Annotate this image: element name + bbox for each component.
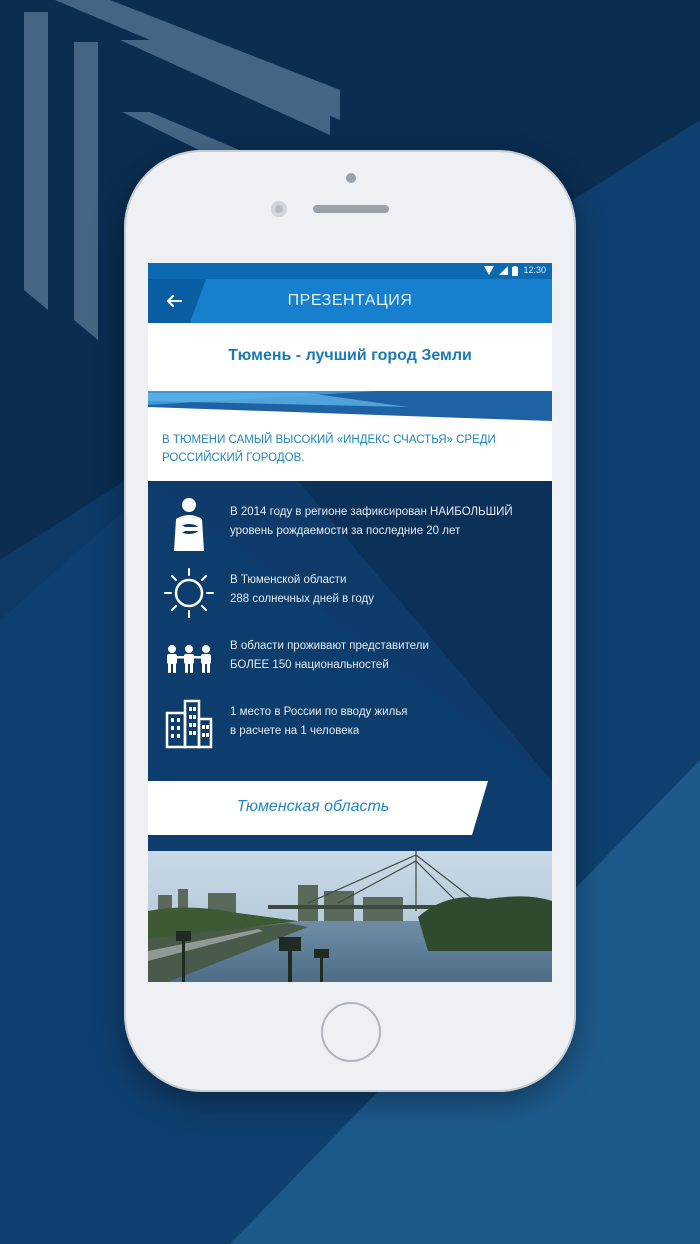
fact-line: в расчете на 1 человека [230,725,360,737]
fact-line: В 2014 году в регионе зафиксирован НАИБОЛЬШИЙ [230,506,513,518]
fact-line: БОЛЕЕ 150 национальностей [230,659,389,671]
people-icon [162,631,216,687]
happiness-text: В ТЮМЕНИ САМЫЙ ВЫСОКИЙ «ИНДЕКС СЧАСТЬЯ» СРЕДИ РОССИЙСКИЙ ГОРОДОВ. [162,434,496,464]
fact-item-sun [148,565,552,621]
page-title: ПРЕЗЕНТАЦИЯ [287,292,413,309]
battery-icon [512,266,518,276]
headline-title: Тюмень - лучший город Земли [228,347,472,364]
region-button[interactable]: Тюменская область [236,798,390,815]
sensor-icon [271,201,287,217]
fact-text-nationalities [230,637,540,675]
wifi-icon [484,266,494,275]
camera-icon [346,173,356,183]
fact-line: В области проживают представители [230,640,429,652]
app-bar [148,279,552,323]
home-button[interactable] [321,1002,381,1062]
fact-line: В Тюменской области [230,574,347,586]
sun-icon [162,565,216,621]
fact-item-births [148,497,552,553]
speaker-grille [313,205,389,213]
fact-text-housing [230,703,540,741]
signal-icon [499,266,508,275]
headline-card [148,323,552,391]
city-photo [148,851,552,982]
ribbon-divider [148,391,552,425]
fact-item-housing [148,697,552,753]
fact-line: 1 место в России по вводу жилья [230,706,408,718]
mother-baby-icon [162,497,216,553]
app-screen [148,263,552,982]
fact-line: уровень рождаемости за последние 20 лет [230,525,461,537]
fact-text-births [230,503,540,541]
fact-line: 288 солнечных дней в году [230,593,374,605]
status-bar [148,263,552,279]
happiness-banner [148,421,552,481]
fact-item-nationalities [148,631,552,687]
status-time: 12:30 [523,265,546,275]
fact-text-sun [230,571,540,609]
buildings-icon [162,697,216,753]
